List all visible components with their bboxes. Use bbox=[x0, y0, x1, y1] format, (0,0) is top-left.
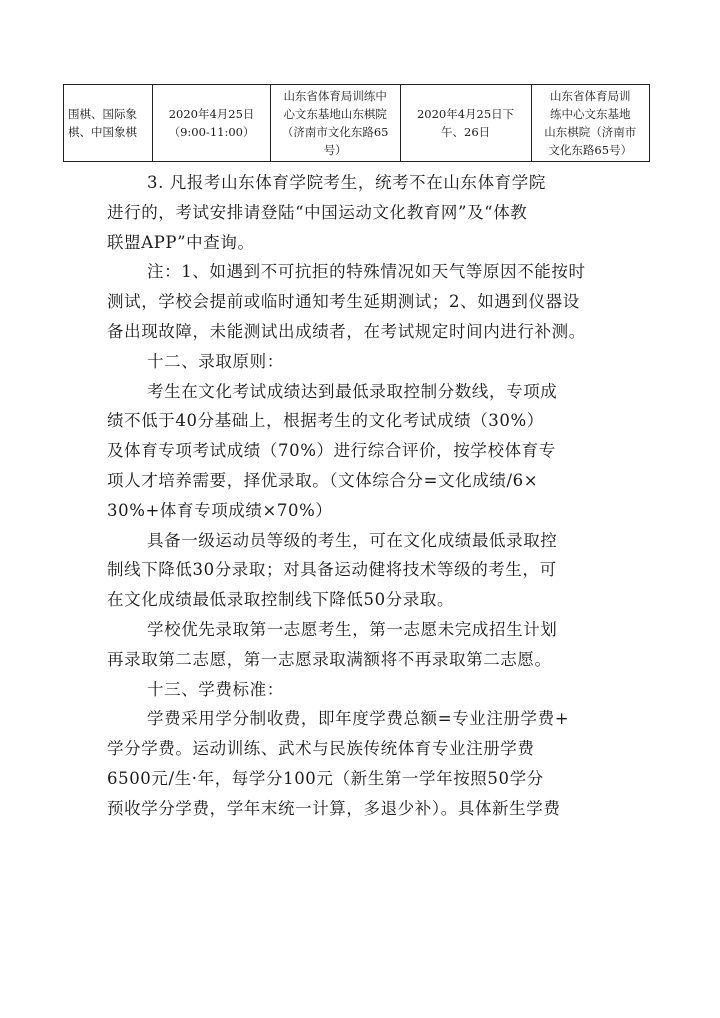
text-line: 制线下降低30分录取；对具备运动健将技术等级的考生，可 bbox=[107, 560, 557, 580]
text-line: 具备一级运动员等级的考生，可在文化成绩最低录取控 bbox=[147, 530, 558, 550]
table-cell-date-2: 2020年4月25日下 午、26日 bbox=[400, 85, 531, 162]
text-line: 联盟APP”中查询。 bbox=[107, 232, 255, 252]
text-line: 学费采用学分制收费，即年度学费总额=专业注册学费+ bbox=[147, 709, 570, 729]
text-line: 学分学费。运动训练、武术与民族传统体育专业注册学费 bbox=[107, 739, 535, 759]
text-line: 测试，学校会提前或临时通知考生延期测试；2、如遇到仪器设 bbox=[107, 292, 580, 312]
text-line: 十二、录取原则： bbox=[147, 351, 284, 371]
table-row bbox=[64, 85, 650, 162]
text-line: 6500元/生·年，每学分100元（新生第一学年按照50学分 bbox=[107, 768, 544, 788]
text-line: 考生在文化考试成绩达到最低录取控制分数线，专项成 bbox=[147, 381, 558, 401]
text-line: 备出现故障，未能测试出成绩者，在考试规定时间内进行补测。 bbox=[107, 321, 586, 341]
text-line: 注：1、如遇到不可抗拒的特殊情况如天气等原因不能按时 bbox=[147, 262, 586, 282]
text-line: 在文化成绩最低录取控制线下降低50分录取。 bbox=[107, 590, 455, 610]
text-line: 30%+体育专项成绩×70%） bbox=[107, 500, 333, 520]
table-cell-events: 围棋、国际象 棋、中国象棋 bbox=[64, 85, 153, 162]
text-line: 进行的，考试安排请登陆“中国运动文化教育网”及“体教 bbox=[107, 202, 528, 222]
text-line: 学校优先录取第一志愿考生，第一志愿未完成招生计划 bbox=[147, 619, 558, 639]
table-cell-date-1: 2020年4月25日 （9:00-11:00） bbox=[153, 85, 270, 162]
text-line: 再录取第二志愿，第一志愿录取满额将不再录取第二志愿。 bbox=[107, 649, 552, 669]
text-line: 3. 凡报考山东体育学院考生，统考不在山东体育学院 bbox=[147, 173, 546, 192]
table-cell-venue-1: 山东省体育局训练中 心文东基地山东棋院 （济南市文化东路65 号） bbox=[270, 85, 400, 162]
text-line: 及体育专项考试成绩（70%）进行综合评价，按学校体育专 bbox=[107, 441, 556, 461]
schedule-table bbox=[63, 84, 650, 162]
text-line: 十三、学费标准： bbox=[147, 679, 284, 699]
table-cell-venue-2: 山东省体育局训 练中心文东基地 山东棋院（济南市 文化东路65号） bbox=[531, 85, 649, 162]
text-line: 预收学分学费，学年末统一计算，多退少补）。具体新生学费 bbox=[107, 798, 561, 818]
body-text bbox=[107, 168, 617, 824]
text-line: 绩不低于40分基础上，根据考生的文化考试成绩（30%） bbox=[107, 411, 544, 431]
text-line: 项人才培养需要，择优录取。（文体综合分=文化成绩/6× bbox=[107, 470, 539, 490]
